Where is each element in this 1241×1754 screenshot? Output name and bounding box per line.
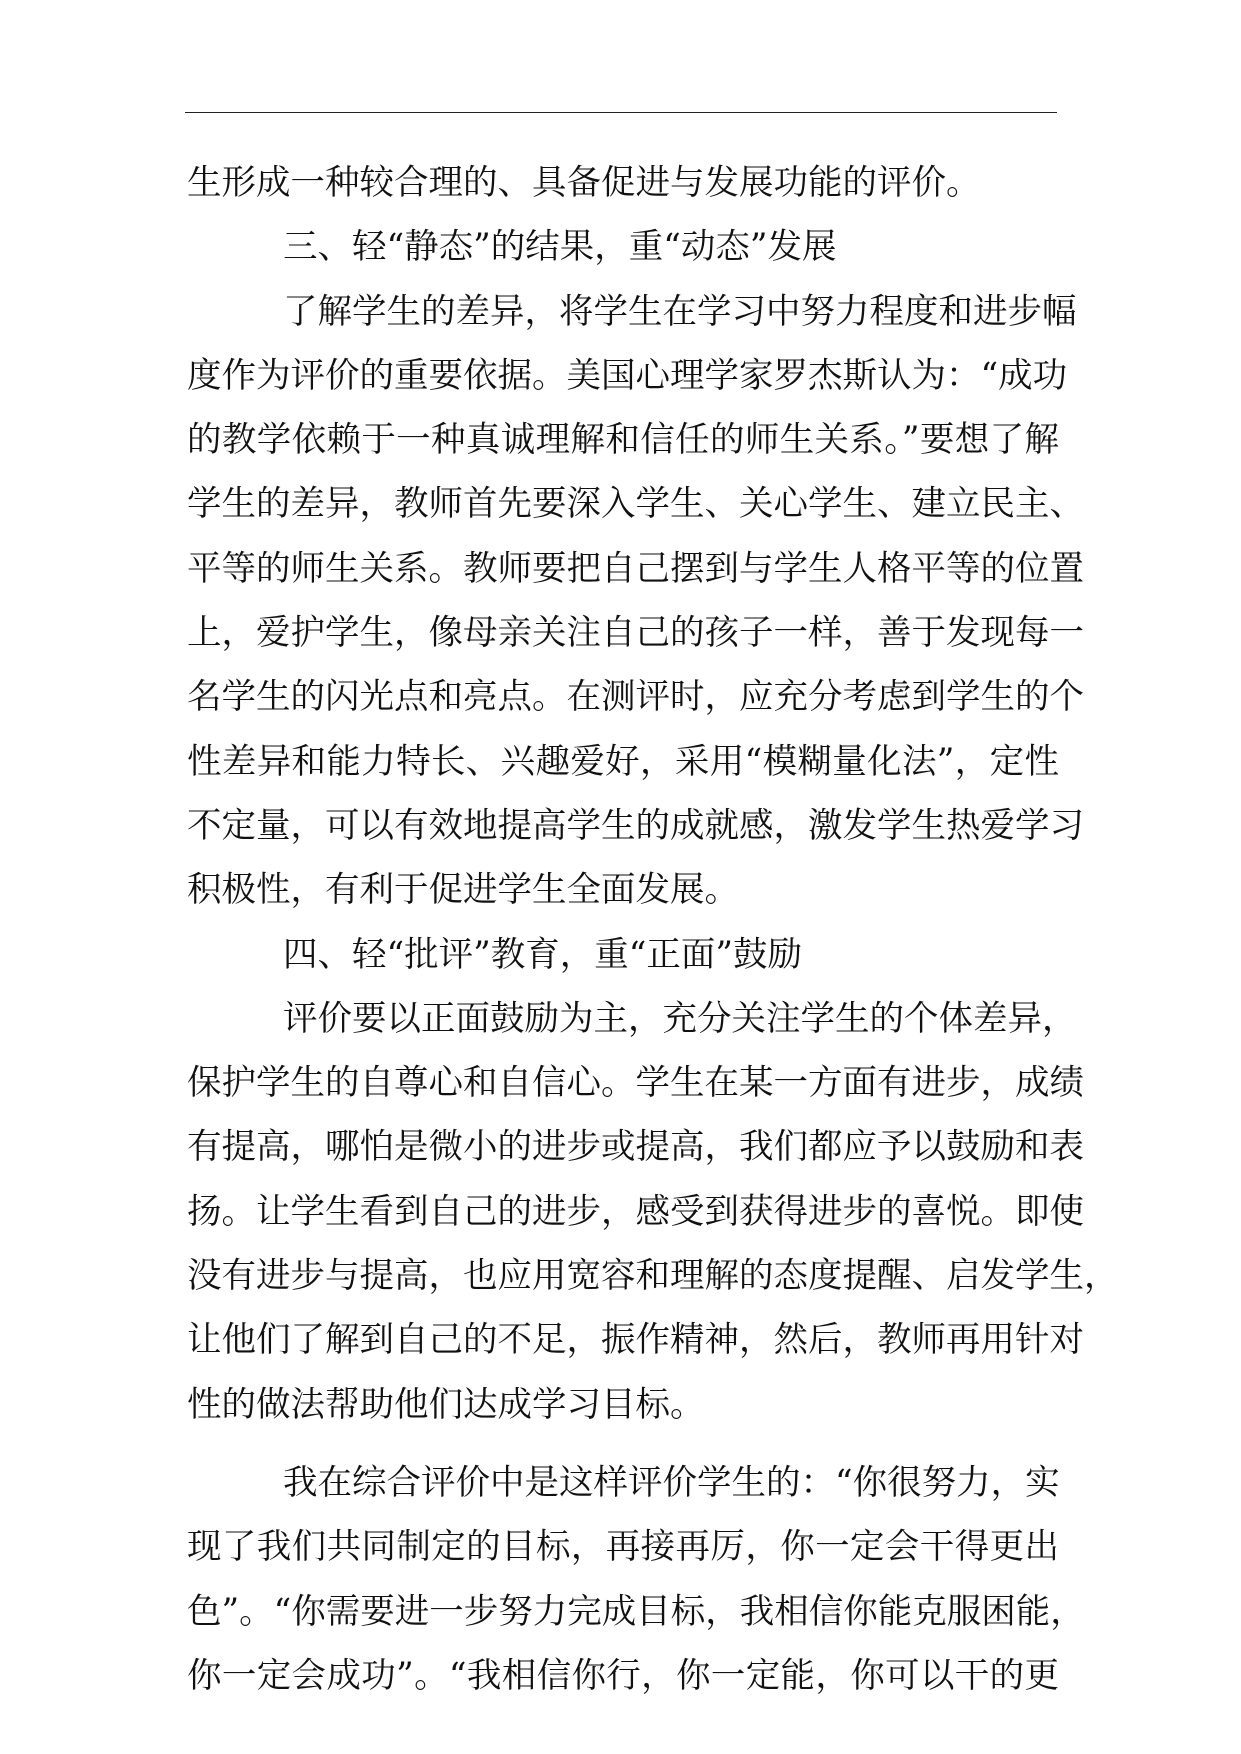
- body-line: 评价要以正面鼓励为主，充分关注学生的个体差异，: [283, 998, 1077, 1039]
- body-line: 色”。“你需要进一步努力完成目标，我相信你能克服困能，: [187, 1591, 1085, 1632]
- body-line: 你一定会成功”。“我相信你行，你一定能，你可以干的更: [187, 1655, 1059, 1696]
- body-line: 没有进步与提高，也应用宽容和理解的态度提醒、启发学生，: [187, 1256, 1119, 1297]
- body-line: 度作为评价的重要依据。美国心理学家罗杰斯认为：“成功: [187, 355, 1068, 396]
- body-line: 的教学依赖于一种真诚理解和信任的师生关系。”要想了解: [187, 420, 1059, 461]
- document-body: [187, 159, 1119, 1716]
- body-line: 现了我们共同制定的目标，再接再厉，你一定会干得更出: [187, 1527, 1059, 1568]
- body-line: 生形成一种较合理的、具备促进与发展功能的评价。: [187, 163, 981, 203]
- body-line: 扬。让学生看到自己的进步，感受到获得进步的喜悦。即使: [187, 1191, 1084, 1232]
- section-heading: 四、轻“批评”教育，重“正面”鼓励: [283, 934, 803, 975]
- body-line: 我在综合评价中是这样评价学生的：“你很努力，实: [283, 1462, 1060, 1503]
- body-line: 性差异和能力特长、兴趣爱好，采用“模糊量化法”，定性: [187, 741, 1059, 782]
- body-line: 不定量，可以有效地提高学生的成就感，激发学生热爱学习: [187, 805, 1084, 846]
- body-line: 让他们了解到自己的不足，振作精神，然后，教师再用针对: [187, 1320, 1084, 1361]
- section-heading: 三、轻“静态”的结果，重“动态”发展: [283, 227, 837, 268]
- body-line: 积极性，有利于促进学生全面发展。: [187, 870, 739, 911]
- header-rule: [185, 112, 1057, 113]
- body-line: 保护学生的自尊心和自信心。学生在某一方面有进步，成绩: [187, 1063, 1084, 1104]
- paragraph-gap: [187, 1445, 1059, 1459]
- body-line: 了解学生的差异，将学生在学习中努力程度和进步幅: [283, 291, 1077, 332]
- body-line: 有提高，哪怕是微小的进步或提高，我们都应予以鼓励和表: [187, 1127, 1084, 1168]
- body-line: 性的做法帮助他们达成学习目标。: [187, 1384, 705, 1425]
- body-line: 学生的差异，教师首先要深入学生、关心学生、建立民主、: [187, 484, 1084, 525]
- body-line: 平等的师生关系。教师要把自己摆到与学生人格平等的位置: [187, 548, 1084, 589]
- body-line: 上，爱护学生，像母亲关注自己的孩子一样，善于发现每一: [187, 613, 1084, 654]
- body-line: 名学生的闪光点和亮点。在测评时，应充分考虑到学生的个: [187, 677, 1084, 718]
